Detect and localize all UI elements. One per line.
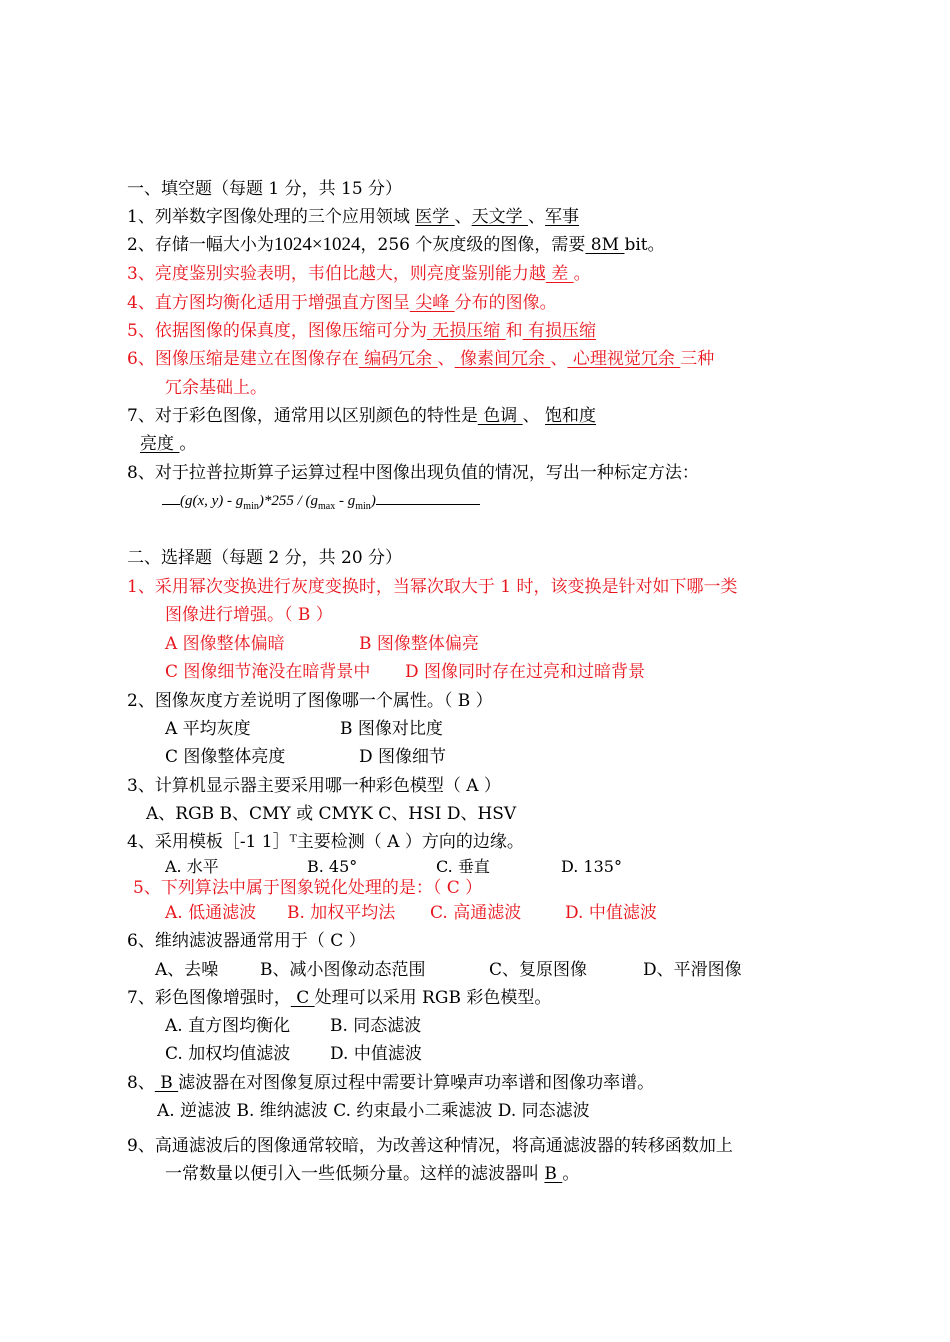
question-1-2: 2、存储一幅大小为1024×1024，256 个灰度级的图像，需要 8M bit。 <box>127 234 665 255</box>
question-2-8-options: A. 逆滤波 B. 维纳滤波 C. 约束最小二乘滤波 D. 同态滤波 <box>157 1101 590 1121</box>
question-2-1-option-c: C 图像细节淹没在暗背景中 <box>165 662 371 682</box>
question-2-1-option-a: A 图像整体偏暗 <box>165 634 285 654</box>
question-2-6-option-c: C、复原图像 <box>489 960 588 980</box>
question-2-1-option-d: D 图像同时存在过亮和过暗背景 <box>405 662 646 682</box>
question-2-7-option-c: C. 加权均值滤波 <box>165 1044 291 1064</box>
question-1-5: 5、依据图像的保真度，图像压缩可分为 无损压缩 和 有损压缩 <box>127 321 597 341</box>
question-2-3-options: A、RGB B、CMY 或 CMYK C、HSI D、HSV <box>146 804 517 824</box>
question-2-6-option-d: D、平滑图像 <box>643 960 742 980</box>
section-title-fill-in: 一、填空题（每题 1 分，共 15 分） <box>127 179 403 199</box>
question-2-4: 4、采用模板［-1 1］ᵀ主要检测（ A ）方向的边缘。 <box>127 832 524 852</box>
question-1-1: 1、列举数字图像处理的三个应用领域 医学 、天文学 、军事 <box>127 207 580 227</box>
question-2-4-option-a: A. 水平 <box>165 857 219 876</box>
question-2-5-option-a: A. 低通滤波 <box>165 903 257 923</box>
question-2-1-continued: 图像进行增强。（ B ） <box>165 605 333 625</box>
question-1-6-continued: 冗余基础上。 <box>165 378 267 398</box>
question-2-2-option-b: B 图像对比度 <box>340 719 443 739</box>
question-2-9-continued: 一常数量以便引入一些低频分量。这样的滤波器叫 B 。 <box>165 1164 580 1184</box>
question-2-2-option-c: C 图像整体亮度 <box>165 747 286 767</box>
question-2-6-option-b: B、减小图像动态范围 <box>260 960 426 980</box>
question-2-4-option-d: D. 135° <box>561 857 622 876</box>
question-1-8: 8、对于拉普拉斯算子运算过程中图像出现负值的情况，写出一种标定方法： <box>127 463 699 483</box>
question-2-7: 7、彩色图像增强时， C 处理可以采用 RGB 彩色模型。 <box>127 988 552 1008</box>
question-2-7-option-a: A. 直方图均衡化 <box>165 1016 291 1036</box>
question-2-5-option-d: D. 中值滤波 <box>565 903 657 923</box>
question-1-7: 7、对于彩色图像，通常用以区别颜色的特性是 色调 、 饱和度 <box>127 406 597 426</box>
question-2-1: 1、采用幂次变换进行灰度变换时，当幂次取大于 1 时，该变换是针对如下哪一类 <box>127 577 738 597</box>
question-2-6-option-a: A、去噪 <box>155 960 219 980</box>
question-2-4-option-b: B. 45° <box>307 857 358 876</box>
question-2-9: 9、高通滤波后的图像通常较暗，为改善这种情况，将高通滤波器的转移函数加上 <box>127 1136 733 1156</box>
question-2-5-option-c: C. 高通滤波 <box>430 903 522 923</box>
section-title-multiple-choice: 二、选择题（每题 2 分，共 20 分） <box>127 548 403 568</box>
question-2-2: 2、图像灰度方差说明了图像哪一个属性。（ B ） <box>127 691 493 711</box>
question-1-4: 4、直方图均衡化适用于增强直方图呈 尖峰 分布的图像。 <box>127 293 557 313</box>
question-2-7-option-d: D. 中值滤波 <box>330 1044 422 1064</box>
question-1-8-formula: (g(x, $y) - g_{min})*255 / (g_{max} - g_{min})$ <box>162 489 480 518</box>
question-2-1-option-b: B 图像整体偏亮 <box>359 634 479 654</box>
question-2-3: 3、计算机显示器主要采用哪一种彩色模型（ A ） <box>127 776 501 796</box>
question-2-2-option-a: A 平均灰度 <box>165 719 251 739</box>
question-1-7-continued: 亮度 。 <box>140 434 197 454</box>
question-2-5-option-b: B. 加权平均法 <box>287 903 396 923</box>
question-2-8: 8、 B 滤波器在对图像复原过程中需要计算噪声功率谱和图像功率谱。 <box>127 1073 655 1093</box>
question-2-6: 6、维纳滤波器通常用于（ C ） <box>127 931 366 951</box>
question-1-6: 6、图像压缩是建立在图像存在 编码冗余 、 像素间冗余 、 心理视觉冗余 三种 <box>127 349 715 369</box>
question-2-7-option-b: B. 同态滤波 <box>330 1016 422 1036</box>
question-2-5: 5、下列算法中属于图象锐化处理的是：（ C ） <box>133 878 483 898</box>
question-2-2-option-d: D 图像细节 <box>359 747 447 767</box>
question-1-3: 3、亮度鉴别实验表明，韦伯比越大，则亮度鉴别能力越 差 。 <box>127 264 591 284</box>
question-2-4-option-c: C. 垂直 <box>436 857 490 876</box>
